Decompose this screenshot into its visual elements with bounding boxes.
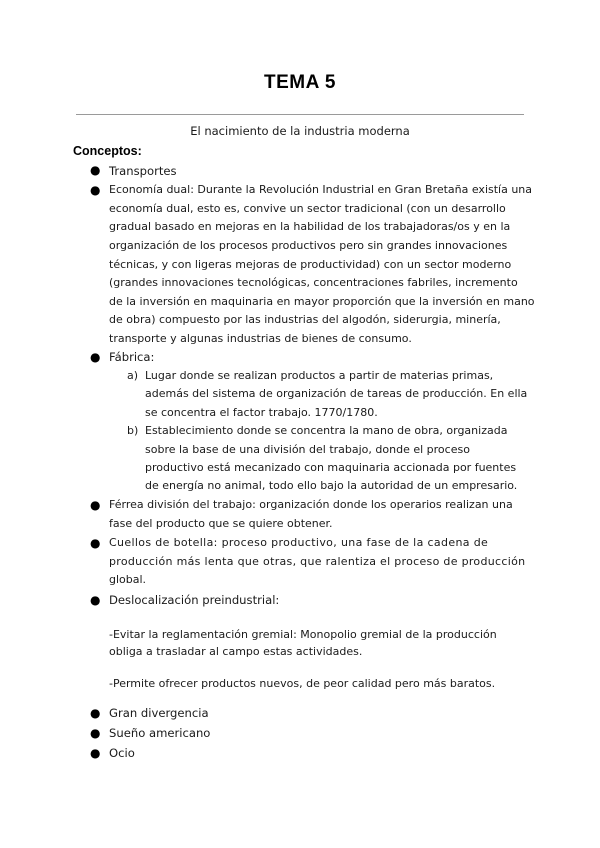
bullet-icon: ● [90,536,101,550]
text-line: -Evitar la reglamentación gremial: Monopolio gremial de la producción [109,628,497,641]
text-line: Economía dual: Durante la Revolución Industrial en Gran Bretaña existía una [109,183,533,196]
bullet-icon: ● [90,350,101,364]
text-line: obliga a trasladar al campo estas actividades. [109,645,363,658]
text-line: global. [109,573,147,586]
text-line: Cuellos de botella: proceso productivo, una fase de la cadena de [109,536,489,549]
item-gran-divergencia: Gran divergencia [109,706,209,720]
item-deslocalizacion: Deslocalización preindustrial: [109,593,280,607]
text-line: organización de los procesos productivos pero sin grandes innovaciones [109,239,508,252]
text-line: economía dual, esto es, convive un sector tradicional (con un desarrollo [109,202,506,215]
bullet-icon: ● [90,706,101,720]
page-title: TEMA 5 [264,72,336,93]
list-marker-a: a) [127,369,139,382]
text-line: Lugar donde se realizan productos a partir de materias primas, [145,369,494,382]
item-sueno-americano: Sueño americano [109,726,211,740]
text-line: Férrea división del trabajo: organización donde los operarios realizan una [109,498,513,511]
text-line: transporte y algunas industrias de bienes de consumo. [109,332,412,345]
text-line: fase del producto que se quiere obtener. [109,517,333,530]
text-line: de energía no animal, todo ello bajo la autoridad de un empresario. [145,479,518,492]
text-line: gradual basado en mejoras en la habilidad de los trabajadoras/os y en la [109,220,511,233]
text-line: además del sistema de organización de tareas de producción. En ella [145,387,528,400]
bullet-icon: ● [90,593,101,607]
page-subtitle: El nacimiento de la industria moderna [190,124,410,138]
title-divider [76,114,524,115]
text-line: sobre la base de una división del trabajo, donde el proceso [145,443,470,456]
deslocalizacion-point-permite: -Permite ofrecer productos nuevos, de peor calidad pero más baratos. [109,677,496,690]
item-transportes: Transportes [109,164,177,178]
text-line: Establecimiento donde se concentra la mano de obra, organizada [145,424,508,437]
text-line: de la inversión en maquinaria en mayor proporción que la inversión en mano [109,295,535,308]
text-line: productivo está mecanizado con maquinaria accionada por fuentes [145,461,517,474]
text-line: técnicas, y con ligeras mejoras de productividad) con un sector moderno [109,258,512,271]
bullet-icon: ● [90,498,101,512]
concepts-heading: Conceptos: [73,144,142,158]
item-ocio: Ocio [109,746,135,760]
bullet-icon: ● [90,183,101,197]
text-line: producción más lenta que otras, que ralentiza el proceso de producción [109,555,526,568]
bullet-icon: ● [90,746,101,760]
text-line: se concentra el factor trabajo. 1770/1780. [145,406,378,419]
item-fabrica: Fábrica: [109,350,155,364]
text-line: (grandes innovaciones tecnológicas, concentraciones fabriles, incremento [109,276,518,289]
bullet-icon: ● [90,163,101,177]
text-line: de obra) compuesto por las industrias del algodón, siderurgia, minería, [109,313,501,326]
list-marker-b: b) [127,424,139,437]
bullet-icon: ● [90,726,101,740]
